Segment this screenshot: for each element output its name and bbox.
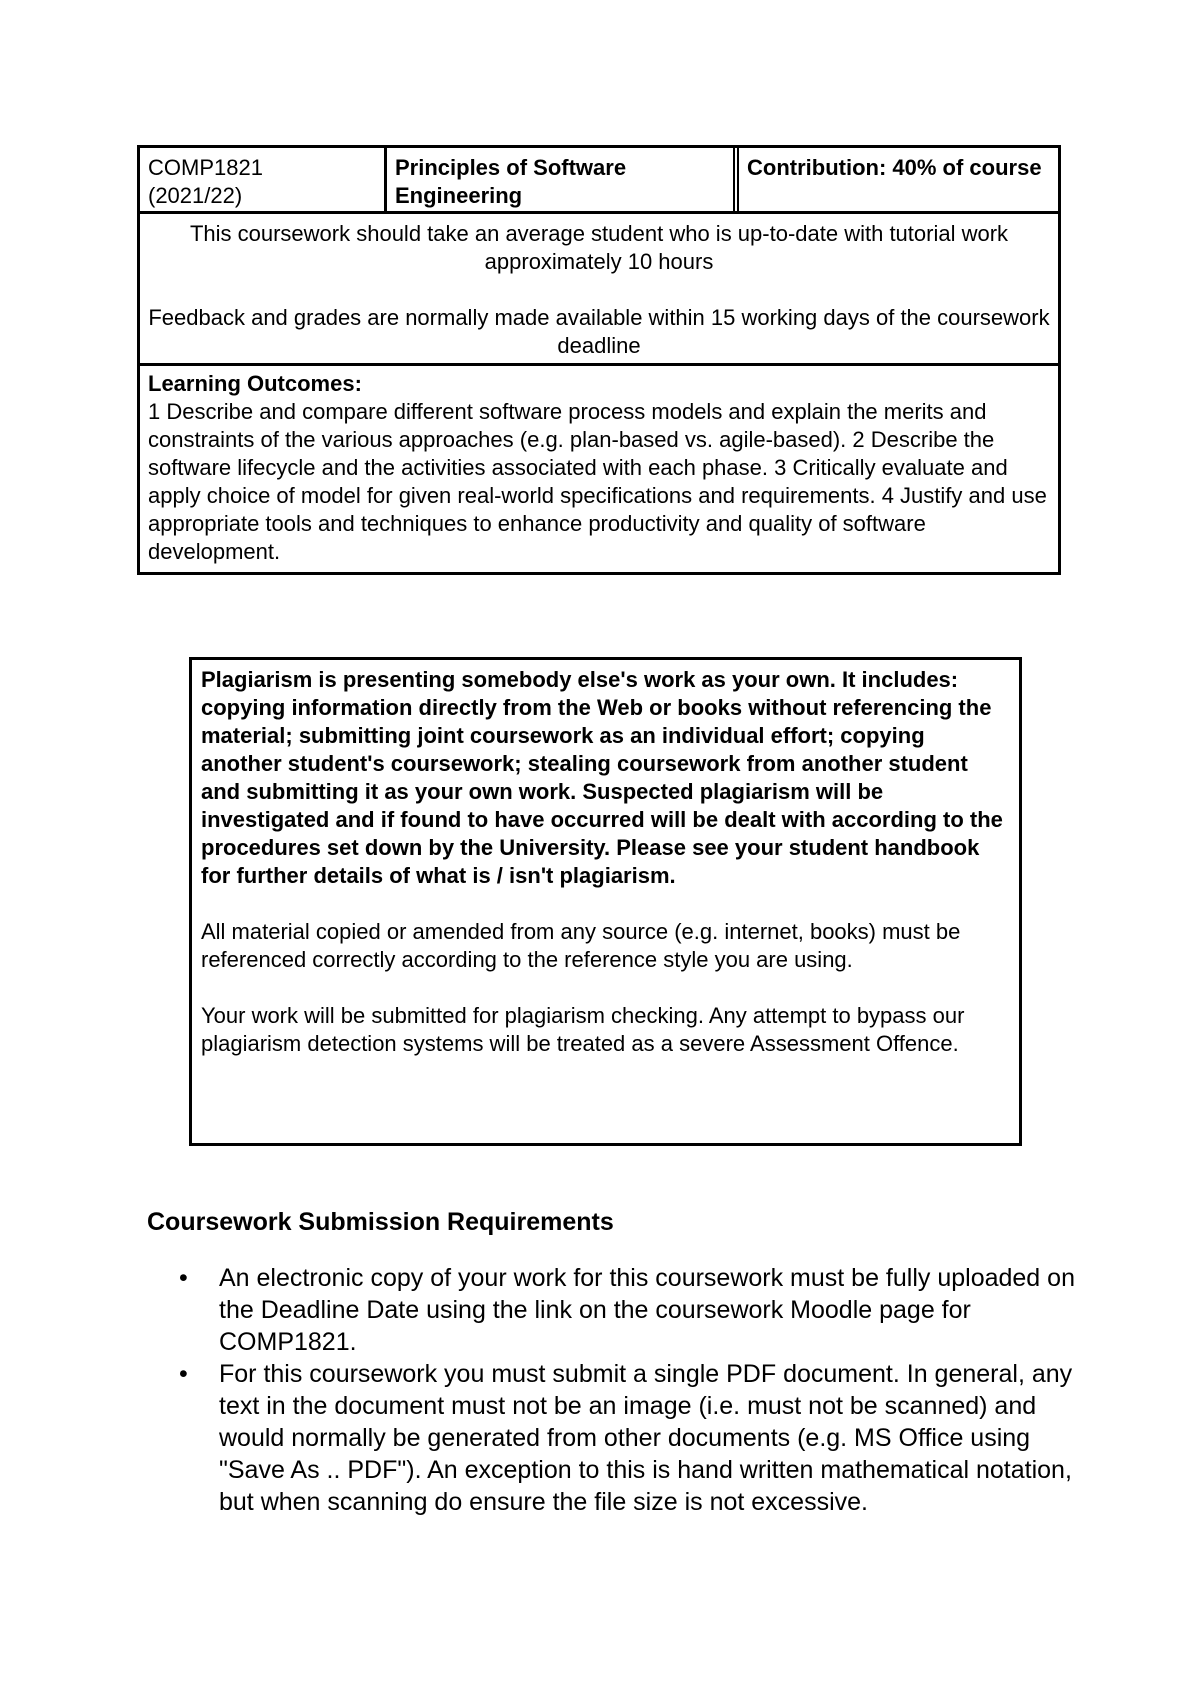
bullet: •	[179, 1264, 188, 1292]
module-header-table	[137, 145, 1061, 575]
learning-outcomes-text: 1 Describe and compare different software process models and explain the merits and constraints of the various approaches (e.g. plan-based vs. agile-based). 2 Describe the software lifecycle and the activities associated with each phase. 3 Critically evaluate and apply choice of model for given real-world specifications and requirements. 4 Justify and use appropriate tools and techniques to enhance productivity and quality of software development.	[148, 399, 1047, 564]
module-code-cell	[140, 148, 387, 211]
workload-text: This coursework should take an average student who is up-to-date with tutorial work approximately 10 hours	[189, 221, 1009, 274]
plagiarism-checking-text: Your work will be submitted for plagiarism checking. Any attempt to bypass our plagiarism detection systems will be treated as a severe Assessment Offence.	[201, 1003, 965, 1056]
feedback-text: Feedback and grades are normally made available within 15 working days of the coursework deadline	[148, 305, 1050, 358]
plagiarism-notice	[189, 657, 1022, 1146]
requirement-text: For this coursework you must submit a single PDF document. In general, any text in the document must not be an image (i.e. must not be scanned) and would normally be generated from other documents (e.g. MS Office using "Save As .. PDF"). An exception to this is hand written mathematical notation, but when scanning do ensure the file size is not excessive.	[219, 1360, 1073, 1516]
contribution: Contribution: 40% of course	[747, 155, 1042, 180]
academic-year: (2021/22)	[148, 183, 243, 208]
module-title: Principles of Software Engineering	[387, 148, 739, 211]
list-item	[147, 1262, 1077, 1358]
learning-outcomes-heading: Learning Outcomes:	[148, 371, 362, 396]
workload-row	[140, 214, 1058, 366]
referencing-text: All material copied or amended from any source (e.g. internet, books) must be referenced correctly according to the reference style you are using.	[201, 919, 961, 972]
module-info-row	[140, 148, 1058, 214]
list-item	[147, 1358, 1077, 1518]
requirement-text: An electronic copy of your work for this coursework must be fully uploaded on the Deadline Date using the link on the coursework Moodle page for COMP1821.	[219, 1264, 1075, 1356]
bullet: •	[179, 1360, 188, 1388]
learning-outcomes-row	[140, 366, 1058, 572]
plagiarism-warning: Plagiarism is presenting somebody else's work as your own. It includes: copying information directly from the Web or books without referencing the material; submitting joint coursework as an individual effort; copying another student's coursework; stealing coursework from another student and submitting it as your own work. Suspected plagiarism will be investigated and if found to have occurred will be dealt with according to the procedures set down by the University. Please see your student handbook for further details of what is / isn't plagiarism.	[201, 667, 1003, 888]
submission-heading: Coursework Submission Requirements	[147, 1208, 614, 1236]
module-code: COMP1821	[148, 155, 263, 180]
submission-requirements-list	[147, 1262, 1077, 1518]
